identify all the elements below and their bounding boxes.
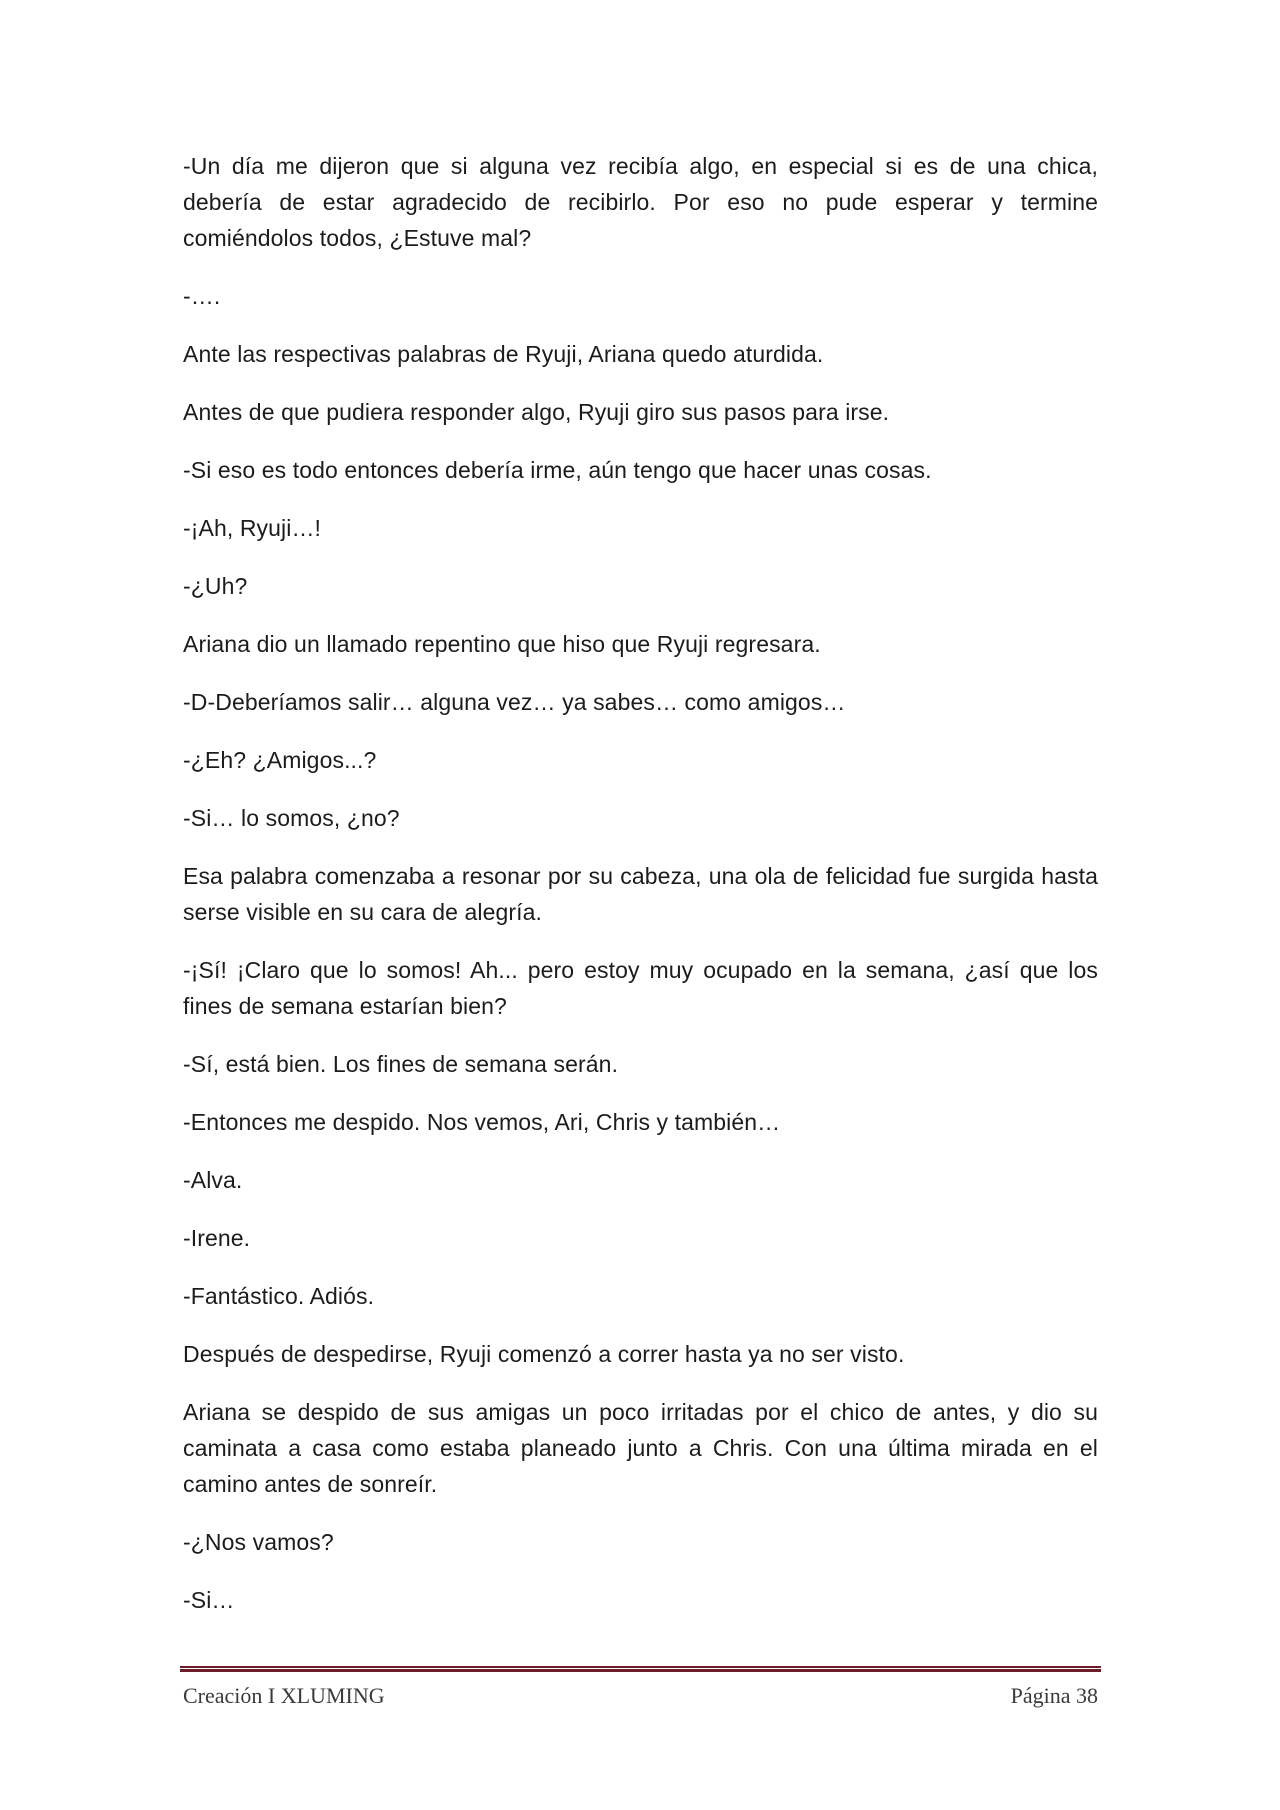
paragraph: Antes de que pudiera responder algo, Ryuji giro sus pasos para irse. — [183, 399, 890, 425]
paragraph: -Si eso es todo entonces debería irme, aún tengo que hacer unas cosas. — [183, 457, 932, 483]
paragraph: -¿Eh? ¿Amigos...? — [183, 747, 377, 773]
paragraph: -…. — [183, 283, 221, 309]
paragraph: -Si… lo somos, ¿no? — [183, 805, 400, 831]
paragraph: -¡Ah, Ryuji…! — [183, 515, 322, 541]
paragraph: -¿Nos vamos? — [183, 1529, 334, 1555]
paragraph: Ariana dio un llamado repentino que hiso que Ryuji regresara. — [183, 631, 821, 657]
footer-divider-gap — [180, 1668, 1101, 1669]
footer-credit: Creación I XLUMING — [183, 1683, 385, 1708]
paragraph: Ante las respectivas palabras de Ryuji, Ariana quedo aturdida. — [183, 341, 824, 367]
paragraph: -Alva. — [183, 1167, 243, 1193]
paragraph: Esa palabra comenzaba a resonar por su cabeza, una ola de felicidad fue surgida hasta serse visible en su cara de alegría. — [183, 863, 1098, 925]
page-body — [183, 148, 1098, 1640]
paragraph: -¡Sí! ¡Claro que lo somos! Ah... pero estoy muy ocupado en la semana, ¿así que los fines de semana estarían bien? — [183, 957, 1098, 1019]
paragraph: Ariana se despido de sus amigas un poco irritadas por el chico de antes, y dio su caminata a casa como estaba planeado junto a Chris. Con una última mirada en el camino antes de sonreír. — [183, 1399, 1098, 1497]
page-number: Página 38 — [1010, 1683, 1098, 1708]
footer-divider — [180, 1666, 1101, 1672]
paragraph: -Entonces me despido. Nos vemos, Ari, Chris y también… — [183, 1109, 781, 1135]
paragraph: -Si… — [183, 1587, 235, 1613]
page-footer — [183, 1680, 1098, 1712]
paragraph: -Irene. — [183, 1225, 251, 1251]
paragraph: -Fantástico. Adiós. — [183, 1283, 375, 1309]
paragraph: Después de despedirse, Ryuji comenzó a correr hasta ya no ser visto. — [183, 1341, 905, 1367]
paragraph: -Un día me dijeron que si alguna vez recibía algo, en especial si es de una chica, debería de estar agradecido de recibirlo. Por eso no pude esperar y termine comiéndolos todos, ¿Estuve mal? — [183, 153, 1098, 251]
paragraph: -¿Uh? — [183, 573, 248, 599]
paragraph: -D-Deberíamos salir… alguna vez… ya sabes… como amigos… — [183, 689, 846, 715]
paragraph: -Sí, está bien. Los fines de semana serán. — [183, 1051, 619, 1077]
